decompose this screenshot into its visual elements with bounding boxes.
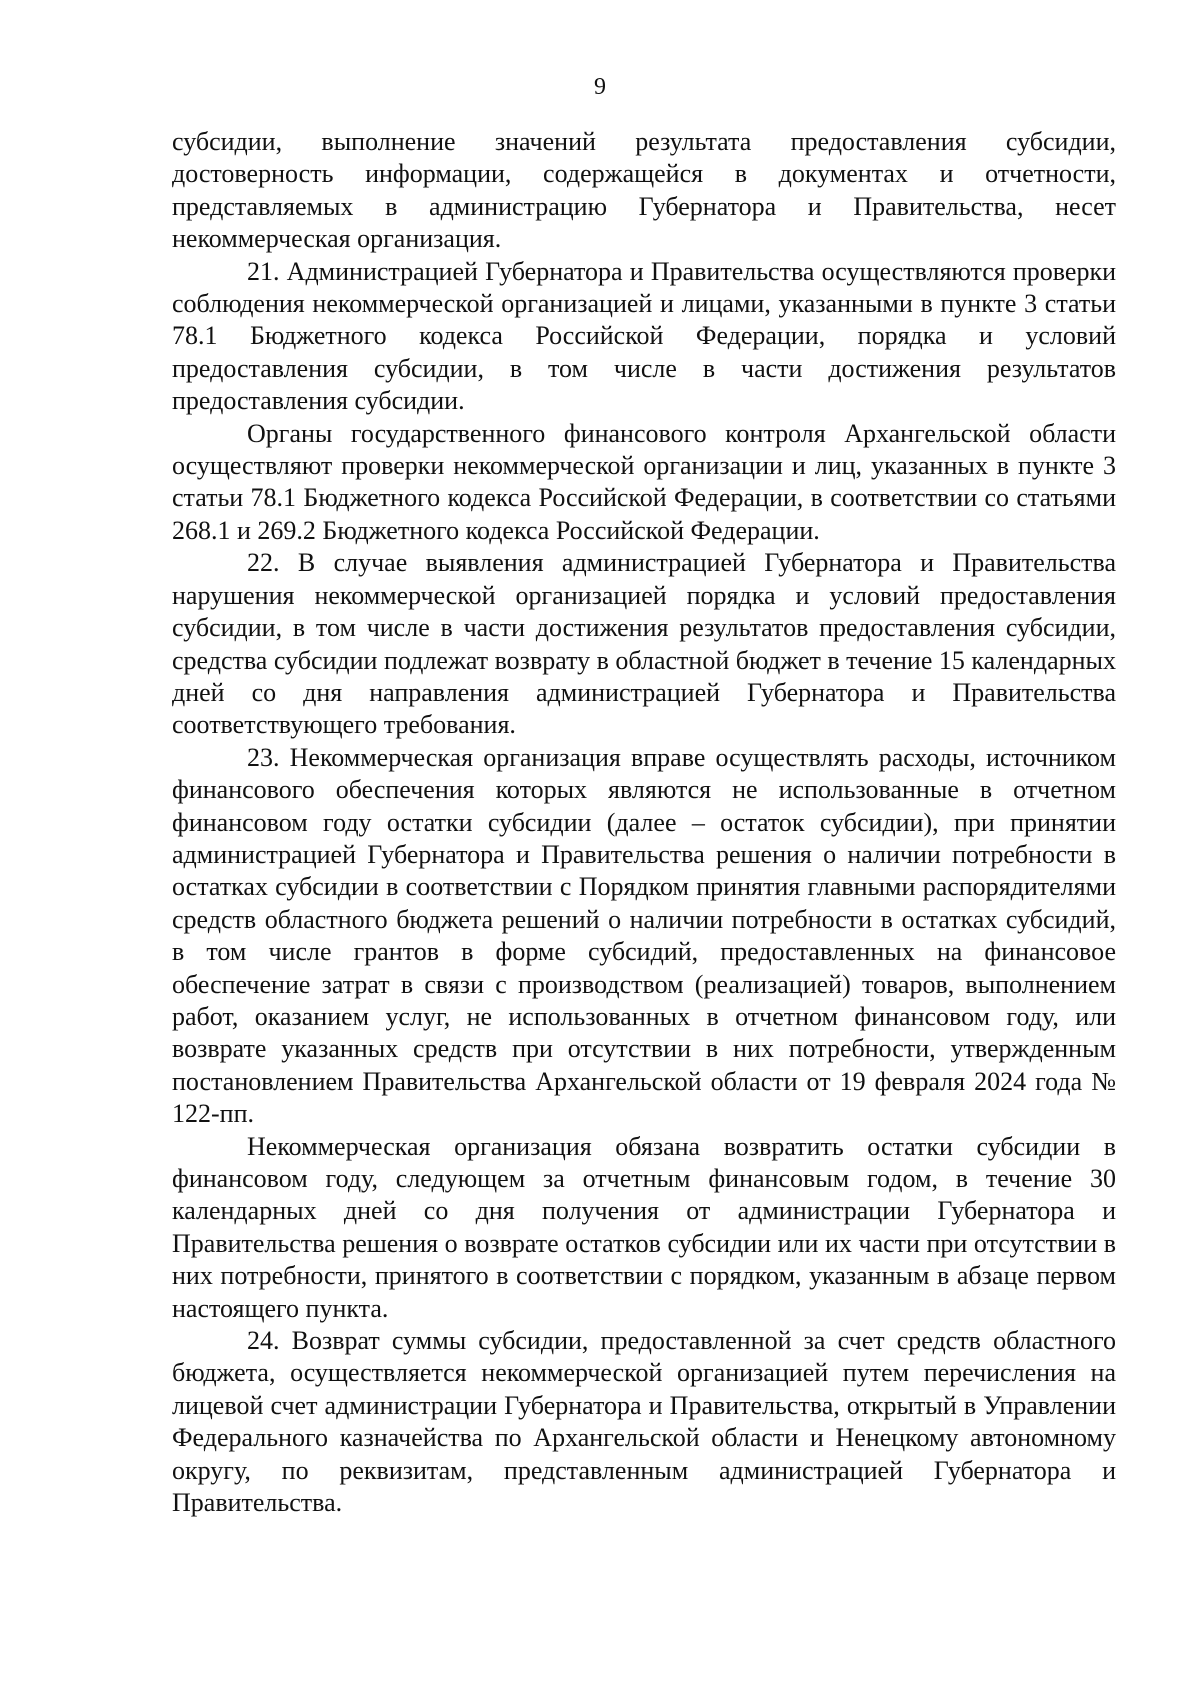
document-body (172, 126, 1116, 1519)
paragraph-item-21: 21. Администрацией Губернатора и Правительства осуществляются проверки соблюдения некоммерческой организацией и лицами, указанными в пункте 3 статьи 78.1 Бюджетного кодекса Российской Федерации, порядка и условий предоставления субсидии, в том числе в части достижения результатов предоставления субсидии. (172, 256, 1116, 416)
paragraph-item-24: 24. Возврат суммы субсидии, предоставленной за счет средств областного бюджета, осуществляется некоммерческой организацией путем перечисления на лицевой счет администрации Губернатора и Правительства, открытый в Управлении Федерального казначейства по Архангельской области и Ненецкому автономному округу, по реквизитам, представленным администрацией Губернатора и Правительства. (172, 1326, 1116, 1518)
paragraph-item-23: 23. Некоммерческая организация вправе осуществлять расходы, источником финансового обеспечения которых являются не использованные в отчетном финансовом году остатки субсидии (далее – остаток субсидии), при принятии администрацией Губернатора и Правительства решения о наличии потребности в остатках субсидии в соответствии с Порядком принятия главными распорядителями средств областного бюджета решений о наличии потребности в остатках субсидий, в том числе грантов в форме субсидий, предоставленных на финансовое обеспечение затрат в связи с производством (реализацией) товаров, выполнением работ, оказанием услуг, не использованных в отчетном финансовом году, или возврате указанных средств при отсутствии в них потребности, утвержденным постановлением Правительства Архангельской области от 19 февраля 2024 года № 122-пп. (172, 742, 1116, 1129)
page-number: 9 (594, 74, 606, 100)
paragraph-return-balance: Некоммерческая организация обязана возвратить остатки субсидии в финансовом году, следующем за отчетным финансовым годом, в течение 30 календарных дней со дня получения от администрации Губернатора и Правительства решения о возврате остатков субсидии или их части при отсутствии в них потребности, принятого в соответствии с порядком, указанным в абзаце первом настоящего пункта. (172, 1131, 1116, 1323)
paragraph-continuation: субсидии, выполнение значений результата предоставления субсидии, достоверность информации, содержащейся в документах и отчетности, представляемых в администрацию Губернатора и Правительства, несет некоммерческая организация. (172, 127, 1116, 254)
paragraph-item-22: 22. В случае выявления администрацией Губернатора и Правительства нарушения некоммерческой организацией порядка и условий предоставления субсидии, в том числе в части достижения результатов предоставления субсидии, средства субсидии подлежат возврату в областной бюджет в течение 15 календарных дней со дня направления администрацией Губернатора и Правительства соответствующего требования. (172, 548, 1116, 740)
paragraph-financial-control: Органы государственного финансового контроля Архангельской области осуществляют проверки некоммерческой организации и лиц, указанных в пункте 3 статьи 78.1 Бюджетного кодекса Российской Федерации, в соответствии со статьями 268.1 и 269.2 Бюджетного кодекса Российской Федерации. (172, 418, 1116, 545)
